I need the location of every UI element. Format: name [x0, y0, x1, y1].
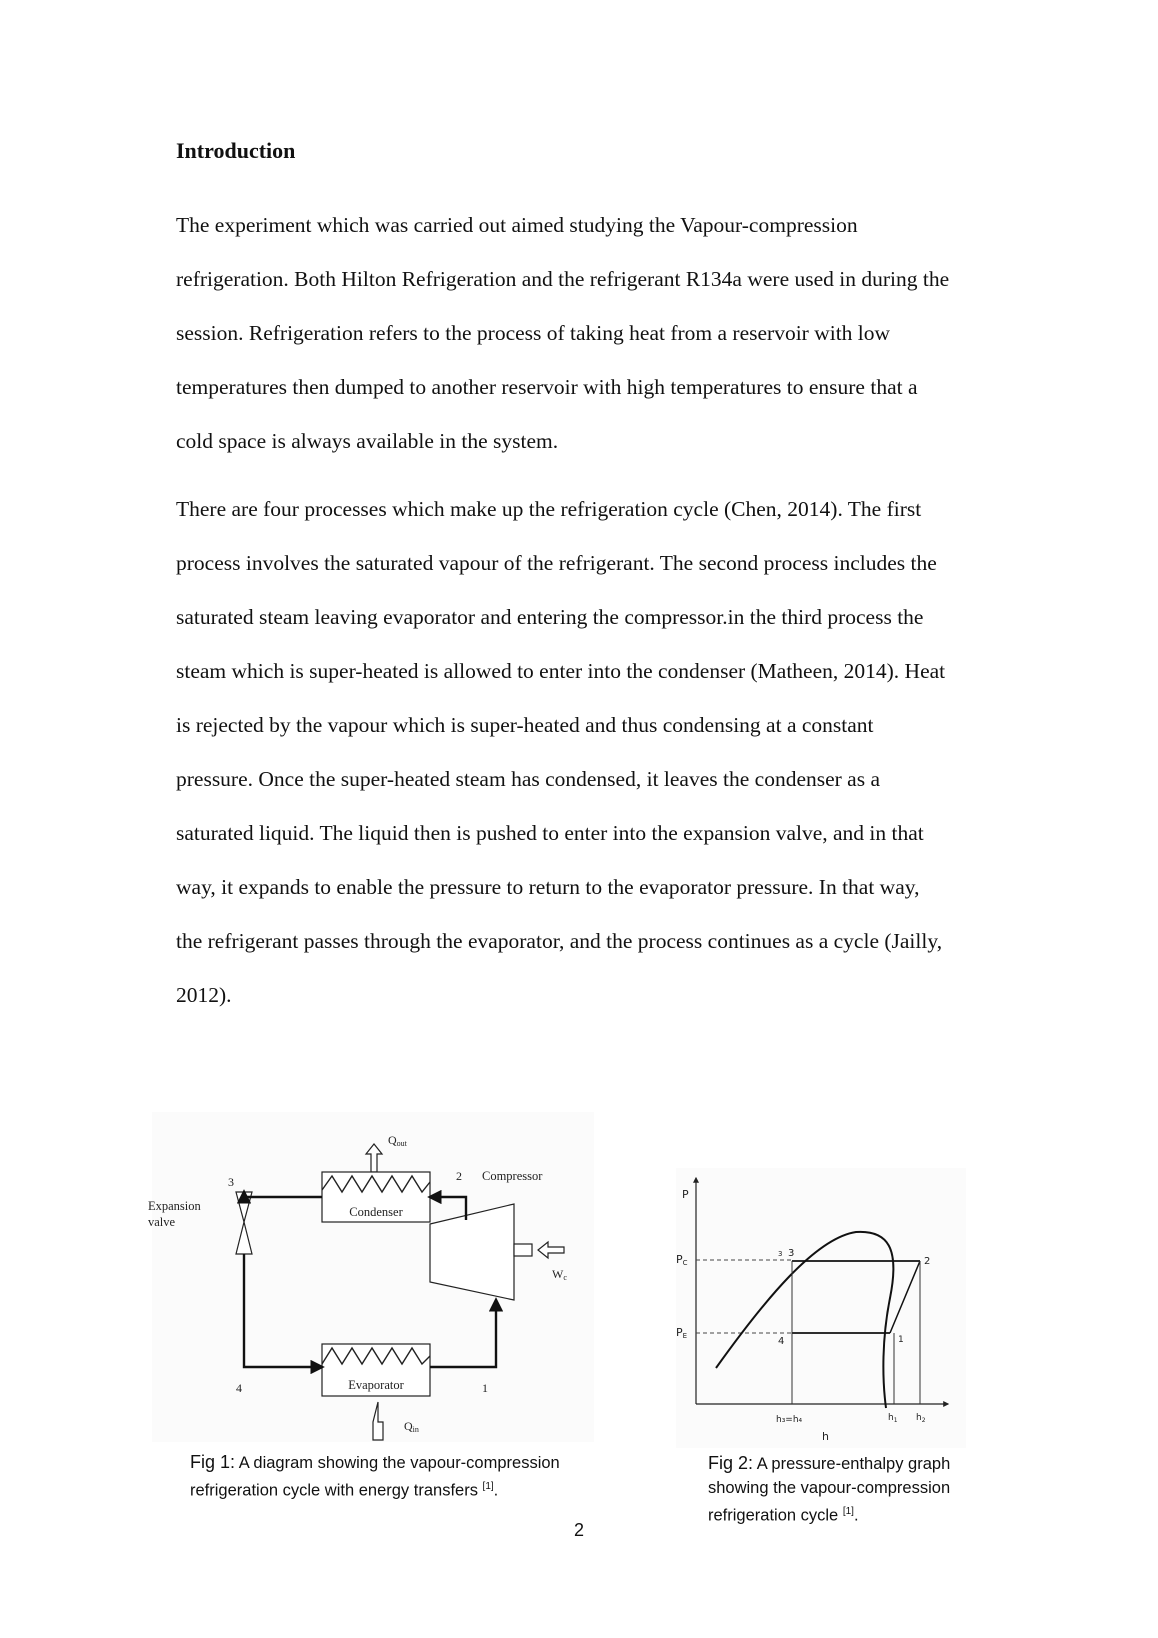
- paragraph-line: There are four processes which make up the refrigeration cycle (Chen, 2014). The first: [176, 497, 922, 521]
- figure-1-caption-line1: A diagram showing the vapour-compression: [238, 1454, 560, 1472]
- figure-1-caption-line2: refrigeration cycle with energy transfers: [190, 1481, 478, 1500]
- expansion-valve-lower: [236, 1222, 252, 1254]
- paragraph-line: way, it expands to enable the pressure to return to the evaporator pressure. In that way,: [176, 875, 920, 899]
- q-in-arrow: [373, 1402, 383, 1440]
- expansion-valve-label-line1: Expansion: [148, 1199, 201, 1213]
- paragraph-line: steam which is super-heated is allowed to enter into the condenser (Matheen, 2014). Heat: [176, 659, 946, 683]
- q-out-arrow: [366, 1144, 382, 1172]
- figure-2-ph-graph: [676, 1168, 966, 1448]
- ph-graph-svg: [676, 1168, 966, 1448]
- q-in-label: Qin: [404, 1419, 419, 1434]
- paragraph-line: process involves the saturated vapour of the refrigerant. The second process includes the: [176, 551, 937, 575]
- paragraph-line: saturated liquid. The liquid then is pushed to enter into the expansion valve, and in that: [176, 821, 924, 845]
- page-number: 2: [573, 1520, 584, 1540]
- cycle-line-1-2: [890, 1261, 920, 1333]
- figure-1-caption: [190, 1450, 610, 1503]
- flow-line-1-to-compressor: [430, 1300, 496, 1367]
- figure-1-caption-end: .: [493, 1481, 499, 1500]
- paragraph-2: [176, 482, 1036, 1022]
- figure-2-caption: [708, 1451, 998, 1528]
- x-axis-label: h: [822, 1430, 829, 1443]
- point-3-small-label: 3: [778, 1250, 783, 1258]
- point-1-label: 1: [898, 1335, 904, 1345]
- cycle-diagram-svg: [148, 1112, 594, 1442]
- paragraph-line: is rejected by the vapour which is super-heated and thus condensing at a constant: [176, 713, 874, 737]
- paragraph-line: pressure. Once the super-heated steam has condensed, it leaves the condenser as a: [176, 767, 881, 791]
- condenser-label: Condenser: [349, 1205, 403, 1219]
- paragraph-line: The experiment which was carried out aimed studying the Vapour-compression: [176, 213, 858, 237]
- y-axis-label: P: [682, 1188, 689, 1201]
- paragraph-line: the refrigerant passes through the evaporator, and the process continues as a cycle (Jailly,: [176, 929, 943, 953]
- h2-label: $h_2$: [916, 1413, 926, 1424]
- h1-label: $h_1$: [888, 1413, 898, 1424]
- evaporator-label: Evaporator: [348, 1378, 404, 1392]
- h3-h4-label: h₃=h₄: [776, 1415, 803, 1425]
- paragraph-line: temperatures then dumped to another reservoir with high temperatures to ensure that a: [176, 375, 918, 399]
- figure-2-caption-line3: refrigeration cycle: [708, 1506, 839, 1525]
- paragraph-line: saturated steam leaving evaporator and entering the compressor.in the third process the: [176, 605, 924, 629]
- work-input-label: Wc: [552, 1267, 567, 1282]
- figure-1-cycle-diagram: [148, 1112, 594, 1442]
- paragraph-line: 2012).: [176, 983, 232, 1007]
- point-2-label: 2: [456, 1169, 462, 1183]
- work-input-arrow: [538, 1242, 564, 1258]
- point-2-label: 2: [924, 1256, 931, 1267]
- paragraph-line: session. Refrigeration refers to the process of taking heat from a reservoir with low: [176, 321, 891, 345]
- paragraph-line: cold space is always available in the system.: [176, 429, 559, 453]
- q-out-label: Qout: [388, 1133, 407, 1148]
- compressor-shaft: [514, 1244, 532, 1256]
- figure-1-caption-ref: [1]: [482, 1481, 494, 1492]
- p-e-label: PE: [676, 1326, 688, 1340]
- point-3-label: 3: [788, 1248, 795, 1259]
- p-c-label: PC: [676, 1253, 688, 1267]
- figure-1-caption-label: Fig 1:: [190, 1452, 236, 1472]
- paragraph-line: refrigeration. Both Hilton Refrigeration and the refrigerant R134a were used in during the: [176, 267, 950, 291]
- figure-2-caption-end: .: [853, 1506, 859, 1525]
- figure-2-caption-line2: showing the vapour-compression: [708, 1479, 951, 1497]
- section-heading: Introduction: [176, 138, 296, 163]
- point-1-label: 1: [482, 1381, 488, 1395]
- compressor-label: Compressor: [482, 1169, 543, 1183]
- flow-line-3-to-valve: [244, 1192, 322, 1197]
- figure-2-caption-line1: A pressure-enthalpy graph: [756, 1455, 951, 1473]
- figure-2-caption-ref: [1]: [842, 1506, 854, 1517]
- point-4-label: 4: [778, 1336, 785, 1347]
- paragraph-1: [176, 198, 1036, 468]
- point-4-label: 4: [236, 1381, 242, 1395]
- flow-line-valve-to-4: [244, 1254, 322, 1367]
- expansion-valve-label-line2: valve: [148, 1215, 176, 1229]
- point-3-label: 3: [228, 1175, 234, 1189]
- compressor-body: [430, 1204, 514, 1300]
- figure-2-caption-label: Fig 2:: [708, 1453, 754, 1473]
- saturation-dome: [716, 1232, 893, 1408]
